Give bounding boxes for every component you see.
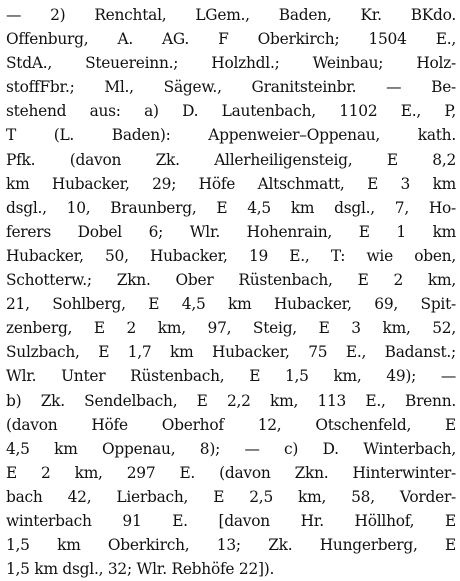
- entry-line: km Hubacker, 29; Höfe Altschmatt, E 3 km: [6, 174, 456, 193]
- entry-line: (davon Höfe Oberhof 12, Otschenfeld, E: [6, 415, 456, 434]
- entry-line: StdA., Steuereinn.; Holzhdl.; Weinbau; Holz-: [6, 54, 456, 73]
- entry-line: Offenburg, A. AG. F Oberkirch; 1504 E.,: [6, 30, 456, 49]
- entry-line: Hubacker, 50, Hubacker, 19 E., T: wie oben,: [6, 246, 456, 265]
- entry-line: stehend aus: a) D. Lautenbach, 1102 E., P,: [6, 102, 456, 121]
- entry-line: T (L. Baden): Appenweier–Oppenau, kath.: [6, 126, 456, 145]
- entry-line: Schotterw.; Zkn. Ober Rüstenbach, E 2 km,: [6, 271, 456, 290]
- entry-line: zenberg, E 2 km, 97, Steig, E 3 km, 52,: [6, 319, 456, 338]
- entry-line: dsgl., 10, Braunberg, E 4,5 km dsgl., 7, Ho-: [6, 198, 456, 217]
- entry-line: 21, Sohlberg, E 4,5 km Hubacker, 69, Spit-: [6, 295, 456, 314]
- entry-line: stoffFbr.; Ml., Sägew., Granitsteinbr. — Be-: [6, 78, 456, 97]
- entry-line: Sulzbach, E 1,7 km Hubacker, 75 E., Badanst.;: [6, 343, 456, 362]
- entry-line: b) Zk. Sendelbach, E 2,2 km, 113 E., Brenn.: [6, 391, 456, 410]
- entry-line: 1,5 km Oberkirch, 13; Zk. Hungerberg, E: [6, 536, 456, 555]
- entry-line: 4,5 km Oppenau, 8); — c) D. Winterbach,: [6, 439, 456, 458]
- entry-line: Pfk. (davon Zk. Allerheiligensteig, E 8,2: [6, 150, 456, 169]
- entry-line: winterbach 91 E. [davon Hr. Höllhof, E: [6, 511, 456, 530]
- entry-line: — 2) Renchtal, LGem., Baden, Kr. BKdo.: [6, 6, 456, 24]
- entry-line: bach 42, Lierbach, E 2,5 km, 58, Vorder-: [6, 487, 456, 506]
- entry-line: 1,5 km dsgl., 32; Wlr. Rebhöfe 22]).: [6, 560, 275, 579]
- entry-line: E 2 km, 297 E. (davon Zkn. Hinterwinter-: [6, 463, 456, 482]
- entry-line: Wlr. Unter Rüstenbach, E 1,5 km, 49); —: [6, 367, 456, 386]
- entry-line: ferers Dobel 6; Wlr. Hohenrain, E 1 km: [6, 222, 456, 241]
